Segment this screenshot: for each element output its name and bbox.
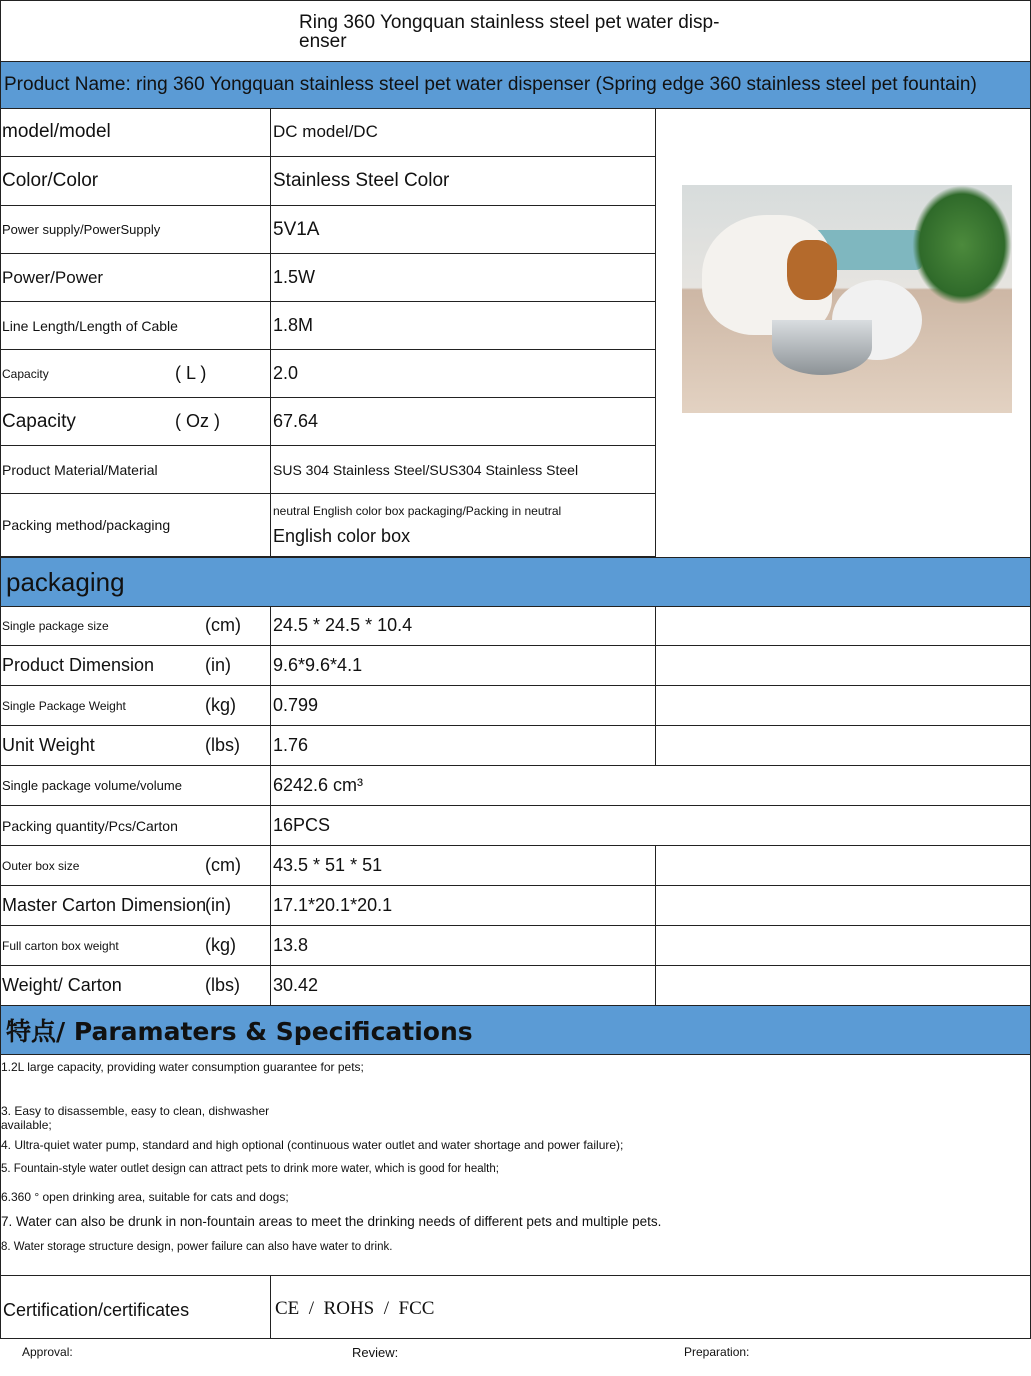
packaging-empty-cell bbox=[655, 726, 1031, 766]
packaging-unit: (kg) bbox=[205, 695, 236, 715]
packaging-header: packaging bbox=[0, 557, 1031, 607]
certification-row bbox=[0, 1275, 1031, 1339]
spec-label: Product Material/Material bbox=[0, 446, 271, 494]
packaging-unit: (in) bbox=[205, 895, 231, 915]
spec-value: 5V1A bbox=[270, 206, 656, 254]
feature-item: 7. Water can also be drunk in non-fountain areas to meet the drinking needs of different pets and multiple pets. bbox=[1, 1214, 662, 1229]
spec-value: 2.0 bbox=[270, 350, 656, 398]
spec-label: model/model bbox=[0, 108, 271, 157]
packaging-label: Single package size (cm) bbox=[0, 606, 271, 646]
feature-item: 3. Easy to disassemble, easy to clean, dishwasher bbox=[1, 1104, 270, 1118]
product-photo bbox=[682, 185, 1012, 413]
product-name-bar bbox=[0, 61, 1031, 109]
packaging-value: 16PCS bbox=[270, 806, 1031, 846]
feature-item: available; bbox=[1, 1118, 52, 1132]
packaging-empty-cell bbox=[655, 926, 1031, 966]
packaging-value: 17.1*20.1*20.1 bbox=[270, 886, 656, 926]
packaging-unit: (lbs) bbox=[205, 975, 240, 995]
packaging-label: Full carton box weight (kg) bbox=[0, 926, 271, 966]
packaging-value: 9.6*9.6*4.1 bbox=[270, 646, 656, 686]
spec-value: DC model/DC bbox=[270, 108, 656, 157]
spec-value: SUS 304 Stainless Steel/SUS304 Stainless Steel bbox=[270, 446, 656, 494]
packaging-label: Single Package Weight (kg) bbox=[0, 686, 271, 726]
packaging-label: Packing quantity/Pcs/Carton bbox=[0, 806, 271, 846]
packaging-value: 43.5 * 51 * 51 bbox=[270, 846, 656, 886]
spec-unit: ( Oz ) bbox=[175, 411, 220, 431]
packaging-unit: (cm) bbox=[205, 615, 241, 635]
packaging-empty-cell bbox=[655, 606, 1031, 646]
packaging-value: 6242.6 cm³ bbox=[270, 766, 1031, 806]
packaging-empty-cell bbox=[655, 686, 1031, 726]
spec-label: Capacity ( L ) bbox=[0, 350, 271, 398]
packaging-empty-cell bbox=[655, 886, 1031, 926]
certification-value: CE / ROHS / FCC bbox=[275, 1298, 435, 1319]
spec-value: 67.64 bbox=[270, 398, 656, 446]
packaging-label: Master Carton Dimension (in) bbox=[0, 886, 271, 926]
packaging-unit: (lbs) bbox=[205, 735, 240, 755]
packaging-label: Unit Weight (lbs) bbox=[0, 726, 271, 766]
spec-label: Line Length/Length of Cable bbox=[0, 302, 271, 350]
packaging-empty-cell bbox=[655, 646, 1031, 686]
spec-label: Power/Power bbox=[0, 254, 271, 302]
feature-item: 5. Fountain-style water outlet design can attract pets to drink more water, which is good for health; bbox=[1, 1163, 499, 1175]
feature-item: 1.2L large capacity, providing water consumption guarantee for pets; bbox=[1, 1060, 364, 1074]
certification-label: Certification/certificates bbox=[3, 1300, 190, 1320]
packaging-unit: (in) bbox=[205, 655, 231, 675]
spec-label: Packing method/packaging bbox=[0, 494, 271, 557]
packaging-empty-cell bbox=[655, 966, 1031, 1006]
spec-value: 1.5W bbox=[270, 254, 656, 302]
packaging-value: 24.5 * 24.5 * 10.4 bbox=[270, 606, 656, 646]
preparation-label: Preparation: bbox=[684, 1345, 750, 1359]
packaging-value: 1.76 bbox=[270, 726, 656, 766]
features-list bbox=[0, 1054, 1031, 1276]
spec-label: Power supply/PowerSupply bbox=[0, 206, 271, 254]
packaging-label: Weight/ Carton (lbs) bbox=[0, 966, 271, 1006]
packaging-value: 30.42 bbox=[270, 966, 656, 1006]
packaging-label: Product Dimension (in) bbox=[0, 646, 271, 686]
params-header: 特点/ Paramaters & Specifications bbox=[0, 1005, 1031, 1055]
feature-item: 8. Water storage structure design, power failure can also have water to drink. bbox=[1, 1241, 393, 1253]
review-label: Review: bbox=[352, 1345, 399, 1360]
feature-item: 4. Ultra-quiet water pump, standard and high optional (continuous water outlet and water shortage and power failure); bbox=[1, 1138, 624, 1152]
spec-value: 1.8M bbox=[270, 302, 656, 350]
title-row bbox=[0, 0, 1031, 62]
spec-label: Capacity ( Oz ) bbox=[0, 398, 271, 446]
packaging-label: Single package volume/volume bbox=[0, 766, 271, 806]
footer bbox=[0, 1338, 1031, 1376]
page-title: Ring 360 Yongquan stainless steel pet water disp- enser bbox=[299, 12, 720, 52]
spec-label: Color/Color bbox=[0, 157, 271, 206]
packaging-unit: (cm) bbox=[205, 855, 241, 875]
feature-item: 6.360 ° open drinking area, suitable for cats and dogs; bbox=[1, 1190, 289, 1204]
packaging-label: Outer box size (cm) bbox=[0, 846, 271, 886]
packaging-value: 0.799 bbox=[270, 686, 656, 726]
spec-value: neutral English color box packaging/Packing in neutral English color box bbox=[270, 494, 656, 557]
spec-unit: ( L ) bbox=[175, 363, 207, 383]
packaging-empty-cell bbox=[655, 846, 1031, 886]
packaging-value: 13.8 bbox=[270, 926, 656, 966]
packaging-unit: (kg) bbox=[205, 935, 236, 955]
spec-value: Stainless Steel Color bbox=[270, 157, 656, 206]
product-name: Product Name: ring 360 Yongquan stainless steel pet water dispenser (Spring edge 360 stainless steel pet fountain) bbox=[4, 74, 977, 95]
approval-label: Approval: bbox=[22, 1345, 73, 1359]
